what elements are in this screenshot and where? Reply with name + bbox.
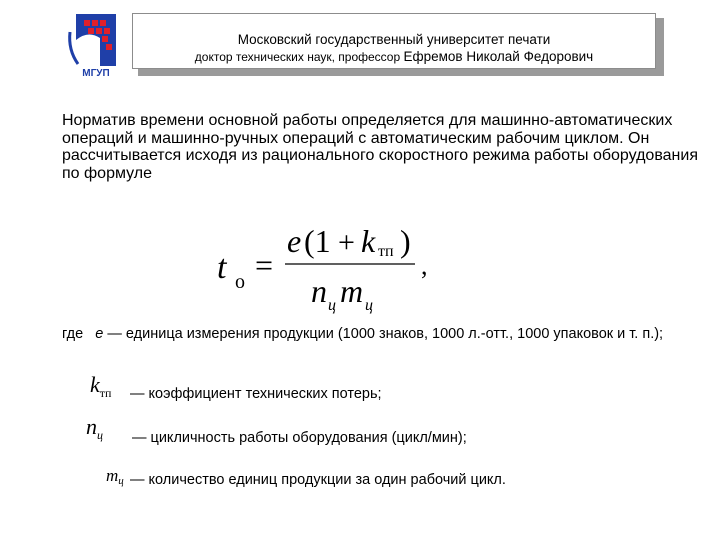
formula-comma: ,	[421, 251, 428, 280]
definition-text-n: — цикличность работы оборудования (цикл/мин);	[132, 430, 467, 446]
where-text: — единица измерения продукции (1000 знаков, 1000 л.-отт., 1000 упаковок и т. п.);	[103, 326, 664, 342]
intro-paragraph: Норматив времени основной работы определяется для машинно-автоматических операций и машинно-ручных операций с автоматическим рабочим циклом. Он рассчитывается исходя из рационального скоростного режима работы оборудования по формуле	[62, 112, 698, 182]
definition-symbol-m: $m_ц$	[106, 466, 124, 487]
author-title: доктор технических наук, профессор	[194, 50, 401, 64]
formula-equals: =	[255, 247, 274, 283]
definition-text-k: — коэффициент технических потерь;	[130, 386, 382, 402]
logo-book-shape	[76, 34, 100, 66]
formula-den-m: m	[340, 273, 364, 309]
definition-symbol-k: $k_{тп}$	[90, 372, 112, 400]
university-name: Московский государственный университет печати	[237, 32, 551, 47]
author-name: Ефремов Николай Федорович	[403, 49, 594, 64]
formula-den-n-sub: ц	[328, 297, 336, 314]
university-logo	[66, 10, 126, 78]
definition-symbol-n: $n_ц$	[86, 414, 103, 442]
header-box	[132, 13, 656, 69]
where-prefix: где	[62, 326, 84, 342]
logo-text: МГУП	[82, 68, 110, 78]
formula-num-plus: +	[338, 226, 355, 259]
definition-text-m: — количество единиц продукции за один рабочий цикл.	[130, 472, 506, 488]
formula-den-n: n	[311, 273, 327, 309]
formula-den-m-sub: ц	[365, 297, 373, 314]
where-paragraph	[62, 326, 702, 343]
author-line	[133, 48, 655, 66]
formula-lhs-sub: о	[235, 271, 245, 293]
formula-num-open: (1	[304, 223, 331, 259]
formula-num-k-sub: тп	[378, 243, 394, 260]
formula-num-close: )	[400, 223, 411, 259]
where-var: е	[95, 326, 104, 342]
formula-num-k: k	[361, 223, 376, 259]
time-formula	[205, 212, 465, 320]
formula-num-e: e	[287, 223, 302, 259]
formula-lhs-t: t	[217, 249, 227, 286]
